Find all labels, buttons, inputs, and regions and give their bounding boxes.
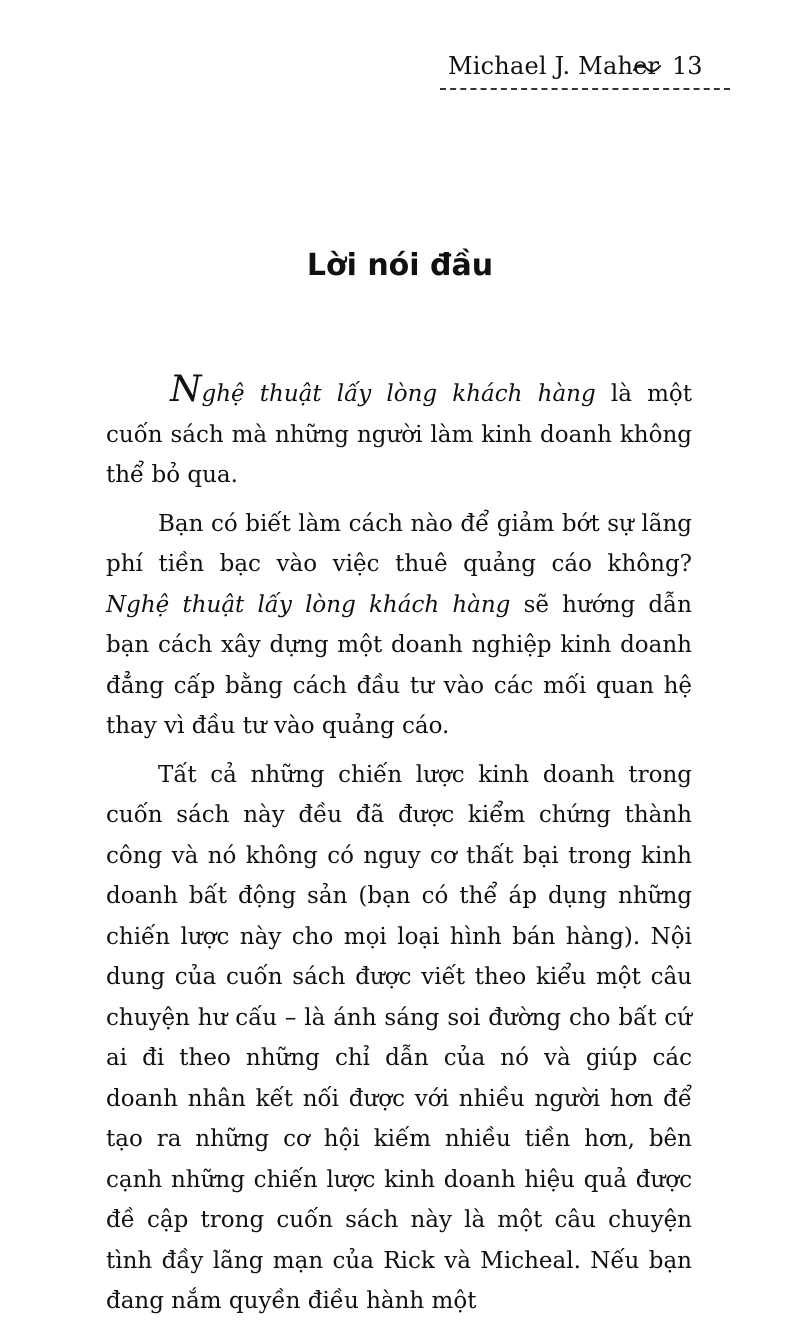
- paragraph-2: [106, 504, 692, 747]
- page-number: 13: [672, 52, 703, 80]
- paragraph-3: [106, 755, 692, 1322]
- paragraph-2-text-before: Bạn có biết làm cách nào để giảm bớt sự lãng phí tiền bạc vào việc thuê quảng cáo không?: [106, 510, 692, 577]
- drop-cap: N: [170, 369, 202, 410]
- paragraph-1: [106, 369, 692, 496]
- header-author: Michael J. Maher: [448, 52, 660, 80]
- book-title-italic: Nghệ thuật lấy lòng khách hàng: [106, 591, 511, 618]
- header-divider: [440, 88, 730, 90]
- paragraph-3-text: Tất cả những chiến lược kinh doanh trong cuốn sách này đều đã được kiểm chứng thành công và nó không có nguy cơ thất bại trong kinh doanh bất động sản (bạn có thể áp dụng những chiến lược này cho mọi loại hình bán hàng). Nội dung của cuốn sách được viết theo kiểu một câu chuyện hư cấu – là ánh sáng soi đường cho bất cứ ai đi theo những chỉ dẫn của nó và giúp các doanh nhân kết nối được với nhiều người hơn để tạo ra những cơ hội kiếm nhiều tiền hơn, bên cạnh những chiến lược kinh doanh hiệu quả được đề cập trong cuốn sách này là một câu chuyện tình đầy lãng mạn của Rick và Micheal. Nếu bạn đang nắm quyền điều hành một: [106, 761, 692, 1314]
- running-header: [440, 46, 730, 90]
- body-text: [106, 369, 692, 1330]
- book-title-italic: ghệ thuật lấy lòng khách hàng: [201, 381, 596, 407]
- paragraph-1-text: là một cuốn sách mà những người làm kinh doanh không thể bỏ qua.: [106, 381, 692, 488]
- swash-ornament-icon: [632, 61, 662, 75]
- chapter-title: Lời nói đầu: [306, 248, 494, 283]
- paragraph-2-text-after: sẽ hướng dẫn bạn cách xây dựng một doanh nghiệp kinh doanh đẳng cấp bằng cách đầu tư vào các mối quan hệ thay vì đầu tư vào quảng cáo.: [106, 591, 692, 739]
